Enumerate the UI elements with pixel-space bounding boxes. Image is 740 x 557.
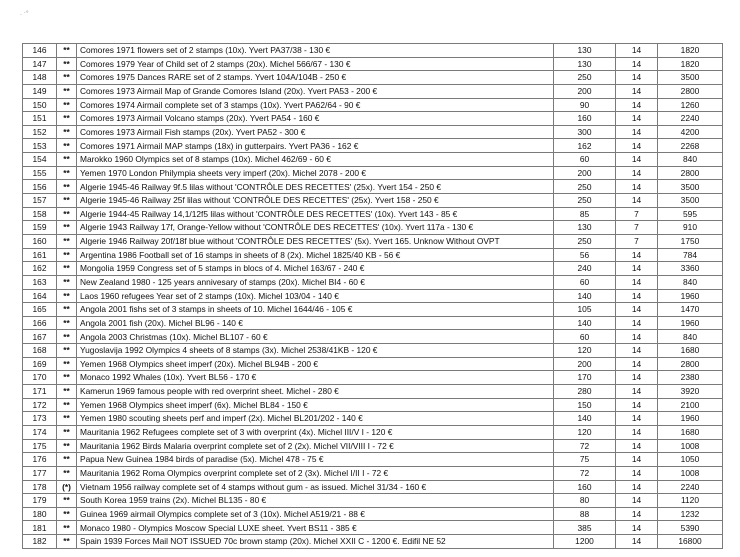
lot-grade: ** bbox=[57, 439, 77, 453]
lot-value: 160 bbox=[554, 112, 616, 126]
lot-value: 72 bbox=[554, 439, 616, 453]
lot-number: 173 bbox=[23, 412, 57, 426]
lot-total: 2240 bbox=[658, 480, 723, 494]
lot-total: 3500 bbox=[658, 194, 723, 208]
lot-value: 72 bbox=[554, 466, 616, 480]
lot-total: 1960 bbox=[658, 289, 723, 303]
lot-quantity: 14 bbox=[616, 180, 658, 194]
table-row bbox=[23, 521, 723, 535]
lot-quantity: 14 bbox=[616, 139, 658, 153]
table-row bbox=[23, 139, 723, 153]
lot-number: 165 bbox=[23, 303, 57, 317]
lot-quantity: 14 bbox=[616, 316, 658, 330]
lot-quantity: 14 bbox=[616, 112, 658, 126]
lot-grade: ** bbox=[57, 194, 77, 208]
table-row bbox=[23, 180, 723, 194]
lot-description: Guinea 1969 airmail Olympics complete set of 3 (10x). Michel A519/21 - 88 € bbox=[77, 507, 554, 521]
lot-quantity: 14 bbox=[616, 357, 658, 371]
lot-quantity: 14 bbox=[616, 535, 658, 549]
lot-value: 60 bbox=[554, 275, 616, 289]
lot-description: Yemen 1968 Olympics sheet imperf (6x). Michel BL84 - 150 € bbox=[77, 398, 554, 412]
lot-quantity: 14 bbox=[616, 84, 658, 98]
lot-description: Algerie 1946 Railway 20f/18f blue without 'CONTRÔLE DES RECETTES' (5x). Yvert 165. Unknow Without OVPT bbox=[77, 234, 554, 248]
lot-quantity: 14 bbox=[616, 466, 658, 480]
lot-quantity: 14 bbox=[616, 57, 658, 71]
lot-grade: ** bbox=[57, 84, 77, 98]
lot-grade: ** bbox=[57, 425, 77, 439]
lot-total: 1120 bbox=[658, 494, 723, 508]
lot-quantity: 14 bbox=[616, 507, 658, 521]
table-row bbox=[23, 153, 723, 167]
lot-grade: ** bbox=[57, 385, 77, 399]
lot-number: 164 bbox=[23, 289, 57, 303]
lot-grade: ** bbox=[57, 221, 77, 235]
lot-value: 200 bbox=[554, 166, 616, 180]
lot-value: 280 bbox=[554, 385, 616, 399]
lot-description: Comores 1973 Airmail Volcano stamps (20x). Yvert PA54 - 160 € bbox=[77, 112, 554, 126]
lot-value: 75 bbox=[554, 453, 616, 467]
lot-number: 155 bbox=[23, 166, 57, 180]
lot-number: 179 bbox=[23, 494, 57, 508]
lot-quantity: 7 bbox=[616, 207, 658, 221]
lot-description: Algerie 1944-45 Railway 14,1/12f5 lilas without 'CONTRÔLE DES RECETTES' (10x). Yvert 143 - 85 € bbox=[77, 207, 554, 221]
lot-grade: ** bbox=[57, 234, 77, 248]
lot-description: Algerie 1943 Railway 17f, Orange-Yellow without 'CONTRÔLE DES RECETTES' (10x). Yvert 117a - 130 € bbox=[77, 221, 554, 235]
table-row bbox=[23, 344, 723, 358]
lot-total: 4200 bbox=[658, 125, 723, 139]
table-row bbox=[23, 166, 723, 180]
table-row bbox=[23, 221, 723, 235]
lot-description: Comores 1973 Airmail Fish stamps (20x). Yvert PA52 - 300 € bbox=[77, 125, 554, 139]
lot-total: 2800 bbox=[658, 84, 723, 98]
lot-total: 1820 bbox=[658, 44, 723, 58]
lot-total: 784 bbox=[658, 248, 723, 262]
lot-quantity: 14 bbox=[616, 166, 658, 180]
lot-grade: ** bbox=[57, 248, 77, 262]
lot-quantity: 14 bbox=[616, 44, 658, 58]
lot-grade: ** bbox=[57, 125, 77, 139]
lot-total: 840 bbox=[658, 330, 723, 344]
lot-grade: ** bbox=[57, 262, 77, 276]
lot-grade: ** bbox=[57, 412, 77, 426]
lot-grade: ** bbox=[57, 507, 77, 521]
lot-number: 160 bbox=[23, 234, 57, 248]
lot-total: 3360 bbox=[658, 262, 723, 276]
lot-grade: ** bbox=[57, 466, 77, 480]
lot-total: 2800 bbox=[658, 166, 723, 180]
table-row bbox=[23, 303, 723, 317]
lot-number: 174 bbox=[23, 425, 57, 439]
lot-quantity: 14 bbox=[616, 480, 658, 494]
lot-quantity: 14 bbox=[616, 248, 658, 262]
lot-description: Algerie 1945-46 Railway 25f lilas without 'CONTRÔLE DES RECETTES' (25x). Yvert 158 - 250 € bbox=[77, 194, 554, 208]
lot-description: Marokko 1960 Olympics set of 8 stamps (10x). Michel 462/69 - 60 € bbox=[77, 153, 554, 167]
lot-value: 90 bbox=[554, 98, 616, 112]
lot-total: 3500 bbox=[658, 71, 723, 85]
lot-number: 146 bbox=[23, 44, 57, 58]
lot-grade: ** bbox=[57, 57, 77, 71]
lot-number: 151 bbox=[23, 112, 57, 126]
lot-total: 1470 bbox=[658, 303, 723, 317]
lot-value: 130 bbox=[554, 44, 616, 58]
lot-quantity: 14 bbox=[616, 439, 658, 453]
lot-description: Yemen 1970 London Philympia sheets very imperf (20x). Michel 2078 - 200 € bbox=[77, 166, 554, 180]
lot-grade: ** bbox=[57, 521, 77, 535]
lot-grade: ** bbox=[57, 371, 77, 385]
lot-number: 161 bbox=[23, 248, 57, 262]
lot-description: Comores 1971 Airmail MAP stamps (18x) in gutterpairs. Yvert PA36 - 162 € bbox=[77, 139, 554, 153]
table-row bbox=[23, 275, 723, 289]
lot-value: 60 bbox=[554, 153, 616, 167]
lot-description: Laos 1960 refugees Year set of 2 stamps (10x). Michel 103/04 - 140 € bbox=[77, 289, 554, 303]
lot-value: 162 bbox=[554, 139, 616, 153]
lot-quantity: 14 bbox=[616, 71, 658, 85]
table-row bbox=[23, 98, 723, 112]
lot-quantity: 14 bbox=[616, 521, 658, 535]
lot-quantity: 7 bbox=[616, 234, 658, 248]
lot-value: 120 bbox=[554, 344, 616, 358]
lot-value: 385 bbox=[554, 521, 616, 535]
lot-value: 250 bbox=[554, 194, 616, 208]
lot-number: 181 bbox=[23, 521, 57, 535]
lot-number: 172 bbox=[23, 398, 57, 412]
lot-grade: ** bbox=[57, 153, 77, 167]
lot-description: Yugoslavija 1992 Olympics 4 sheets of 8 stamps (3x). Michel 2538/41KB - 120 € bbox=[77, 344, 554, 358]
lot-value: 170 bbox=[554, 371, 616, 385]
lot-value: 140 bbox=[554, 316, 616, 330]
lot-number: 167 bbox=[23, 330, 57, 344]
lot-number: 178 bbox=[23, 480, 57, 494]
table-row bbox=[23, 262, 723, 276]
lot-grade: ** bbox=[57, 207, 77, 221]
lot-grade: ** bbox=[57, 453, 77, 467]
lot-total: 1680 bbox=[658, 344, 723, 358]
lot-value: 250 bbox=[554, 234, 616, 248]
lot-number: 158 bbox=[23, 207, 57, 221]
lot-description: Monaco 1992 Whales (10x). Yvert BL56 - 170 € bbox=[77, 371, 554, 385]
lot-description: Mauritania 1962 Birds Malaria overprint complete set of 2 (2x). Michel VII/VIII I - 72 € bbox=[77, 439, 554, 453]
lot-total: 1232 bbox=[658, 507, 723, 521]
lot-number: 176 bbox=[23, 453, 57, 467]
table-row bbox=[23, 112, 723, 126]
lot-total: 1820 bbox=[658, 57, 723, 71]
lot-value: 120 bbox=[554, 425, 616, 439]
lot-total: 1960 bbox=[658, 412, 723, 426]
lot-number: 182 bbox=[23, 535, 57, 549]
lot-total: 840 bbox=[658, 275, 723, 289]
lot-description: Spain 1939 Forces Mail NOT ISSUED 70c brown stamp (20x). Michel XXII C - 1200 €. Edifil NE 52 bbox=[77, 535, 554, 549]
lot-quantity: 14 bbox=[616, 275, 658, 289]
lot-grade: ** bbox=[57, 344, 77, 358]
table-row bbox=[23, 412, 723, 426]
lot-description: Papua New Guinea 1984 birds of paradise (5x). Michel 478 - 75 € bbox=[77, 453, 554, 467]
lot-description: Algerie 1945-46 Railway 9f.5 lilas without 'CONTRÔLE DES RECETTES' (25x). Yvert 154 - 250 € bbox=[77, 180, 554, 194]
lot-number: 150 bbox=[23, 98, 57, 112]
table-row bbox=[23, 480, 723, 494]
lot-total: 2800 bbox=[658, 357, 723, 371]
lot-value: 160 bbox=[554, 480, 616, 494]
lot-quantity: 14 bbox=[616, 385, 658, 399]
lot-quantity: 14 bbox=[616, 494, 658, 508]
lot-total: 1008 bbox=[658, 439, 723, 453]
lot-quantity: 14 bbox=[616, 398, 658, 412]
lot-table-body bbox=[23, 44, 723, 549]
table-row bbox=[23, 439, 723, 453]
lot-quantity: 14 bbox=[616, 344, 658, 358]
lot-total: 1008 bbox=[658, 466, 723, 480]
lot-number: 170 bbox=[23, 371, 57, 385]
lot-quantity: 14 bbox=[616, 125, 658, 139]
lot-grade: ** bbox=[57, 112, 77, 126]
lot-total: 1680 bbox=[658, 425, 723, 439]
lot-quantity: 14 bbox=[616, 289, 658, 303]
lot-grade: ** bbox=[57, 98, 77, 112]
lot-total: 2380 bbox=[658, 371, 723, 385]
lot-number: 180 bbox=[23, 507, 57, 521]
lot-value: 250 bbox=[554, 71, 616, 85]
lot-description: Vietnam 1956 railway complete set of 4 stamps without gum - as issued. Michel 31/34 - 160 € bbox=[77, 480, 554, 494]
lot-number: 175 bbox=[23, 439, 57, 453]
lot-description: Mongolia 1959 Congress set of 5 stamps in blocs of 4. Michel 163/67 - 240 € bbox=[77, 262, 554, 276]
lot-grade: ** bbox=[57, 275, 77, 289]
table-row bbox=[23, 207, 723, 221]
lot-value: 140 bbox=[554, 289, 616, 303]
lot-grade: ** bbox=[57, 330, 77, 344]
lot-description: New Zealand 1980 - 125 years annivesary of stamps (20x). Michel BI4 - 60 € bbox=[77, 275, 554, 289]
lot-number: 169 bbox=[23, 357, 57, 371]
lot-number: 177 bbox=[23, 466, 57, 480]
lot-value: 130 bbox=[554, 221, 616, 235]
lot-description: Mauritania 1962 Roma Olympics overprint complete set of 2 (3x). Michel I/II I - 72 € bbox=[77, 466, 554, 480]
lot-description: Mauritania 1962 Refugees complete set of 3 with overprint (4x). Michel III/V I - 120 € bbox=[77, 425, 554, 439]
table-row bbox=[23, 57, 723, 71]
lot-number: 154 bbox=[23, 153, 57, 167]
table-row bbox=[23, 357, 723, 371]
lot-total: 1750 bbox=[658, 234, 723, 248]
lot-total: 3500 bbox=[658, 180, 723, 194]
table-row bbox=[23, 453, 723, 467]
lot-value: 80 bbox=[554, 494, 616, 508]
lot-number: 148 bbox=[23, 71, 57, 85]
lot-quantity: 14 bbox=[616, 303, 658, 317]
lot-value: 150 bbox=[554, 398, 616, 412]
lot-number: 159 bbox=[23, 221, 57, 235]
lot-description: Comores 1975 Dances RARE set of 2 stamps. Yvert 104A/104B - 250 € bbox=[77, 71, 554, 85]
lot-grade: ** bbox=[57, 44, 77, 58]
lot-value: 105 bbox=[554, 303, 616, 317]
lot-description: Yemen 1980 scouting sheets perf and imperf (2x). Michel BL201/202 - 140 € bbox=[77, 412, 554, 426]
lot-grade: ** bbox=[57, 357, 77, 371]
lot-grade: ** bbox=[57, 71, 77, 85]
lot-number: 152 bbox=[23, 125, 57, 139]
table-row bbox=[23, 398, 723, 412]
table-row bbox=[23, 71, 723, 85]
lot-value: 250 bbox=[554, 180, 616, 194]
lot-number: 162 bbox=[23, 262, 57, 276]
lot-description: Comores 1974 Airmail complete set of 3 stamps (10x). Yvert PA62/64 - 90 € bbox=[77, 98, 554, 112]
lot-total: 3920 bbox=[658, 385, 723, 399]
lot-quantity: 14 bbox=[616, 453, 658, 467]
lot-grade: ** bbox=[57, 289, 77, 303]
table-row bbox=[23, 84, 723, 98]
lot-number: 153 bbox=[23, 139, 57, 153]
lot-value: 85 bbox=[554, 207, 616, 221]
lot-grade: ** bbox=[57, 535, 77, 549]
table-row bbox=[23, 494, 723, 508]
lot-total: 16800 bbox=[658, 535, 723, 549]
table-row bbox=[23, 425, 723, 439]
lot-quantity: 14 bbox=[616, 412, 658, 426]
lot-description: Angola 2001 fish (20x). Michel BL96 - 140 € bbox=[77, 316, 554, 330]
lot-value: 200 bbox=[554, 357, 616, 371]
lot-value: 56 bbox=[554, 248, 616, 262]
lot-quantity: 14 bbox=[616, 153, 658, 167]
table-row bbox=[23, 125, 723, 139]
lot-number: 156 bbox=[23, 180, 57, 194]
lot-grade: ** bbox=[57, 398, 77, 412]
table-row bbox=[23, 289, 723, 303]
table-row bbox=[23, 385, 723, 399]
lot-grade: ** bbox=[57, 166, 77, 180]
lot-number: 166 bbox=[23, 316, 57, 330]
lot-total: 2240 bbox=[658, 112, 723, 126]
lot-grade: ** bbox=[57, 180, 77, 194]
scan-marks: . ·° bbox=[20, 10, 29, 17]
lot-table-container bbox=[22, 43, 723, 549]
lot-grade: ** bbox=[57, 303, 77, 317]
lot-value: 240 bbox=[554, 262, 616, 276]
lot-value: 140 bbox=[554, 412, 616, 426]
lot-quantity: 14 bbox=[616, 262, 658, 276]
table-row bbox=[23, 44, 723, 58]
table-row bbox=[23, 316, 723, 330]
lot-total: 2100 bbox=[658, 398, 723, 412]
lot-description: Angola 2003 Christmas (10x). Michel BL107 - 60 € bbox=[77, 330, 554, 344]
lot-number: 163 bbox=[23, 275, 57, 289]
lot-quantity: 7 bbox=[616, 221, 658, 235]
lot-total: 5390 bbox=[658, 521, 723, 535]
lot-value: 88 bbox=[554, 507, 616, 521]
lot-total: 840 bbox=[658, 153, 723, 167]
lot-quantity: 14 bbox=[616, 194, 658, 208]
table-row bbox=[23, 371, 723, 385]
lot-value: 300 bbox=[554, 125, 616, 139]
lot-total: 595 bbox=[658, 207, 723, 221]
lot-number: 147 bbox=[23, 57, 57, 71]
table-row bbox=[23, 507, 723, 521]
lot-grade: (*) bbox=[57, 480, 77, 494]
lot-grade: ** bbox=[57, 494, 77, 508]
lot-number: 149 bbox=[23, 84, 57, 98]
lot-description: Yemen 1968 Olympics sheet imperf (20x). Michel BL94B - 200 € bbox=[77, 357, 554, 371]
table-row bbox=[23, 194, 723, 208]
lot-grade: ** bbox=[57, 139, 77, 153]
lot-description: Kamerun 1969 famous people with red overprint sheet. Michel - 280 € bbox=[77, 385, 554, 399]
table-row bbox=[23, 248, 723, 262]
lot-total: 2268 bbox=[658, 139, 723, 153]
lot-quantity: 14 bbox=[616, 330, 658, 344]
lot-value: 1200 bbox=[554, 535, 616, 549]
lot-total: 1260 bbox=[658, 98, 723, 112]
lot-description: Argentina 1986 Football set of 16 stamps in sheets of 8 (2x). Michel 1825/40 KB - 56 € bbox=[77, 248, 554, 262]
lot-total: 1960 bbox=[658, 316, 723, 330]
lot-description: Comores 1979 Year of Child set of 2 stamps (20x). Michel 566/67 - 130 € bbox=[77, 57, 554, 71]
lot-total: 910 bbox=[658, 221, 723, 235]
lot-number: 171 bbox=[23, 385, 57, 399]
lot-grade: ** bbox=[57, 316, 77, 330]
lot-value: 60 bbox=[554, 330, 616, 344]
lot-description: Angola 2001 fishs set of 3 stamps in sheets of 10. Michel 1644/46 - 105 € bbox=[77, 303, 554, 317]
lot-description: Comores 1973 Airmail Map of Grande Comores Island (20x). Yvert PA53 - 200 € bbox=[77, 84, 554, 98]
lot-number: 168 bbox=[23, 344, 57, 358]
table-row bbox=[23, 234, 723, 248]
lot-number: 157 bbox=[23, 194, 57, 208]
lot-table bbox=[22, 43, 723, 549]
table-row bbox=[23, 330, 723, 344]
lot-description: South Korea 1959 trains (2x). Michel BL135 - 80 € bbox=[77, 494, 554, 508]
lot-total: 1050 bbox=[658, 453, 723, 467]
table-row bbox=[23, 466, 723, 480]
lot-quantity: 14 bbox=[616, 98, 658, 112]
lot-description: Comores 1971 flowers set of 2 stamps (10x). Yvert PA37/38 - 130 € bbox=[77, 44, 554, 58]
lot-value: 130 bbox=[554, 57, 616, 71]
lot-quantity: 14 bbox=[616, 371, 658, 385]
table-row bbox=[23, 535, 723, 549]
lot-quantity: 14 bbox=[616, 425, 658, 439]
lot-description: Monaco 1980 - Olympics Moscow Special LUXE sheet. Yvert BS11 - 385 € bbox=[77, 521, 554, 535]
lot-value: 200 bbox=[554, 84, 616, 98]
